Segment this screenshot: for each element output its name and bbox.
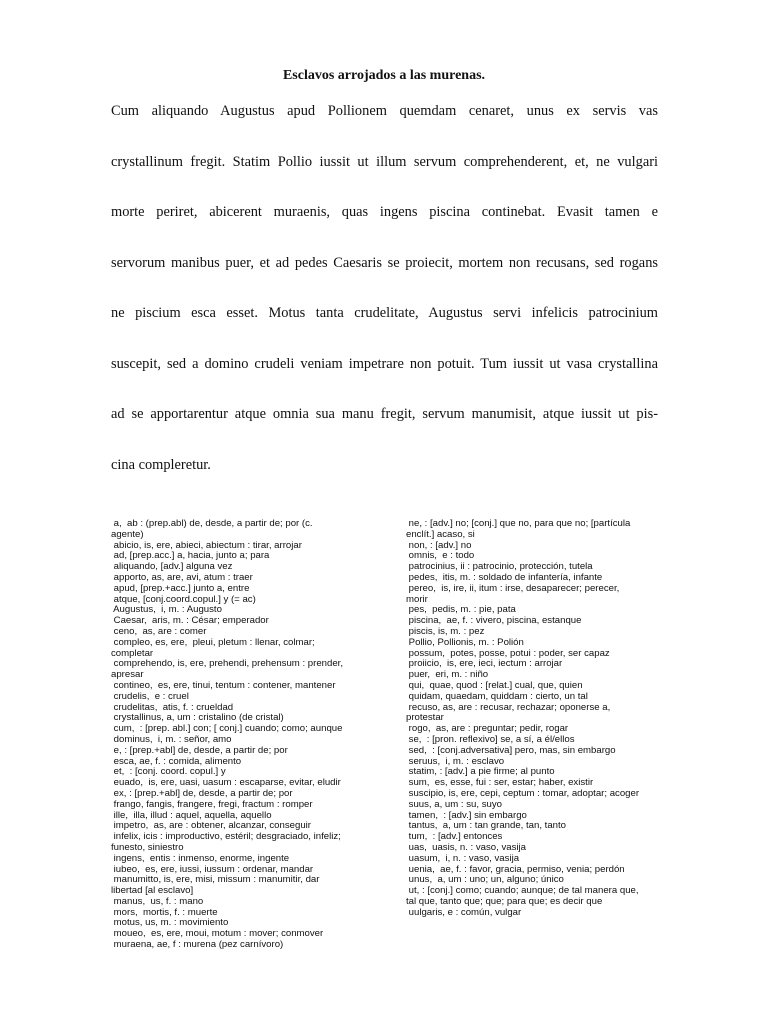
vocab-entry: agente) <box>111 528 144 540</box>
vocab-entry: pereo, is, ire, ii, itum : irse, desaparecer; perecer, <box>406 582 620 594</box>
vocab-entry: dominus, i, m. : señor, amo <box>111 733 232 745</box>
vocab-entry: iubeo, es, ere, iussi, iussum : ordenar, mandar <box>111 863 314 875</box>
vocab-entry: funesto, siniestro <box>111 841 184 853</box>
vocabulary-column-left <box>111 519 381 951</box>
vocab-entry: a, ab : (prep.abl) de, desde, a partir de; por (c. <box>111 518 313 529</box>
vocab-entry: uenia, ae, f. : favor, gracia, permiso, venia; perdón <box>406 863 625 875</box>
vocab-entry: ex, : [prep.+abl] de, desde, a partir de; por <box>111 787 293 799</box>
paragraph-line: ne piscium esca esset. Motus tanta crudelitate, Augustus servi infelicis patrocinium <box>111 305 658 321</box>
vocab-entry: ille, illa, illud : aquel, aquella, aquello <box>111 809 272 821</box>
paragraph-line: servorum manibus puer, et ad pedes Caesaris se proiecit, mortem non recusans, sed rogans <box>111 254 658 271</box>
vocab-entry: euado, is, ere, uasi, uasum : escaparse, evitar, eludir <box>111 777 341 789</box>
vocab-entry: ingens, entis : inmenso, enorme, ingente <box>111 852 290 864</box>
vocab-entry: tal que, tanto que; que; para que; es decir que <box>406 895 603 907</box>
vocab-entry: ut, : [conj.] como; cuando; aunque; de tal manera que, <box>406 885 639 897</box>
vocab-entry: frango, fangis, frangere, fregi, fractum : romper <box>111 798 313 810</box>
vocab-entry: non, : [adv.] no <box>406 539 472 551</box>
vocab-entry: sed, : [conj.adversativa] pero, mas, sin embargo <box>406 744 616 756</box>
vocab-entry: quidam, quaedam, quiddam : cierto, un tal <box>406 690 588 702</box>
vocab-entry: omnis, e : todo <box>406 550 475 562</box>
vocab-entry: esca, ae, f. : comida, alimento <box>111 755 242 767</box>
vocab-entry: manus, us, f. : mano <box>111 895 204 907</box>
vocab-entry: uasum, i, n. : vaso, vasija <box>406 852 520 864</box>
vocab-entry: crudelitas, atis, f. : crueldad <box>111 701 234 713</box>
vocab-entry: Pollio, Pollionis, m. : Polión <box>406 636 524 648</box>
document-title: Esclavos arrojados a las murenas. <box>282 68 486 83</box>
paragraph-line: cina compleretur. <box>111 456 211 473</box>
vocab-entry: ceno, as, are : comer <box>111 625 207 637</box>
vocab-entry: piscina, ae, f. : vivero, piscina, estanque <box>406 615 582 627</box>
vocab-entry: comprehendo, is, ere, prehendi, prehensum : prender, <box>111 658 343 670</box>
vocab-entry: compleo, es, ere, pleui, pletum : llenar, colmar; <box>111 636 315 648</box>
vocab-entry: libertad [al esclavo] <box>111 885 194 897</box>
vocab-entry: recuso, as, are : recusar, rechazar; oponerse a, <box>406 701 611 713</box>
vocab-entry: statim, : [adv.] a pie firme; al punto <box>406 766 555 778</box>
vocab-entry: unus, a, um : uno; un, alguno; único <box>406 874 564 886</box>
vocabulary-column-right <box>406 519 666 918</box>
vocab-entry: crudelis, e : cruel <box>111 690 189 702</box>
vocab-entry: enclít.] acaso, si <box>406 528 475 540</box>
paragraph-line: crystallinum fregit. Statim Pollio iussit ut illum servum comprehenderent, et, ne vulgari <box>111 153 658 170</box>
vocab-entry: moueo, es, ere, moui, motum : mover; conmover <box>111 928 324 940</box>
vocab-entry: tantus, a, um : tan grande, tan, tanto <box>406 820 566 832</box>
vocab-entry: e, : [prep.+abl] de, desde, a partir de; por <box>111 744 288 756</box>
vocab-entry: sum, es, esse, fui : ser, estar; haber, existir <box>406 777 594 789</box>
latin-paragraph <box>111 101 658 505</box>
vocab-entry: qui, quae, quod : [relat.] cual, que, quien <box>406 679 583 691</box>
vocab-entry: ad, [prep.acc.] a, hacia, junto a; para <box>111 550 270 562</box>
vocab-entry: aliquando, [adv.] alguna vez <box>111 561 233 573</box>
vocab-entry: apud, [prep.+acc.] junto a, entre <box>111 582 250 594</box>
vocab-entry: se, : [pron. reflexivo] se, a sí, a él/ellos <box>406 733 575 745</box>
vocab-entry: rogo, as, are : preguntar; pedir, rogar <box>406 723 569 735</box>
vocab-entry: completar <box>111 647 154 659</box>
vocab-entry: Caesar, aris, m. : César; emperador <box>111 615 269 627</box>
paragraph-line: ad se apportarentur atque omnia sua manu fregit, servum manumisit, atque iussit ut pis- <box>111 406 658 422</box>
vocab-entry: suscipio, is, ere, cepi, ceptum : tomar, adoptar; acoger <box>406 787 640 799</box>
vocab-entry: Augustus, i, m. : Augusto <box>111 604 222 616</box>
vocab-entry: seruus, i, m. : esclavo <box>406 755 505 767</box>
vocab-entry: muraena, ae, f : murena (pez carnívoro) <box>111 939 284 951</box>
vocab-entry: ne, : [adv.] no; [conj.] que no, para que no; [partícula <box>406 518 631 529</box>
vocab-entry: possum, potes, posse, potui : poder, ser capaz <box>406 647 610 659</box>
vocab-entry: impetro, as, are : obtener, alcanzar, conseguir <box>111 820 311 832</box>
vocab-entry: uas, uasis, n. : vaso, vasija <box>406 841 526 853</box>
vocab-entry: et, : [conj. coord. copul.] y <box>111 766 226 778</box>
paragraph-line: Cum aliquando Augustus apud Pollionem quemdam cenaret, unus ex servis vas <box>111 103 658 119</box>
vocab-entry: suus, a, um : su, suyo <box>406 798 502 810</box>
vocab-entry: manumitto, is, ere, misi, missum : manumitir, dar <box>111 874 320 886</box>
vocab-entry: crystallinus, a, um : cristalino (de cristal) <box>111 712 284 724</box>
paragraph-line: morte periret, abicerent muraenis, quas ingens piscina continebat. Evasit tamen e <box>111 204 658 220</box>
vocab-entry: cum, : [prep. abl.] con; [ conj.] cuando; como; aunque <box>111 723 343 735</box>
vocab-entry: infelix, icis : improductivo, estéril; desgraciado, infeliz; <box>111 831 341 843</box>
vocab-entry: mors, mortis, f. : muerte <box>111 906 218 918</box>
vocab-entry: morir <box>406 593 428 605</box>
vocab-entry: patrocinius, ii : patrocinio, protección, tutela <box>406 561 593 573</box>
vocab-entry: apresar <box>111 669 144 681</box>
vocab-entry: motus, us, m. : movimiento <box>111 917 229 929</box>
vocab-entry: uulgaris, e : común, vulgar <box>406 906 522 918</box>
vocab-entry: tamen, : [adv.] sin embargo <box>406 809 527 821</box>
vocab-entry: proiicio, is, ere, ieci, iectum : arrojar <box>406 658 563 670</box>
vocab-entry: abicio, is, ere, abieci, abiectum : tirar, arrojar <box>111 539 302 551</box>
vocab-entry: contineo, es, ere, tinui, tentum : contener, mantener <box>111 679 336 691</box>
vocab-entry: pedes, itis, m. : soldado de infantería, infante <box>406 571 603 583</box>
vocab-entry: pes, pedis, m. : pie, pata <box>406 604 516 616</box>
paragraph-line: suscepit, sed a domino crudeli veniam impetrare non potuit. Tum iussit ut vasa crystallina <box>111 355 658 372</box>
vocab-entry: tum, : [adv.] entonces <box>406 831 503 843</box>
vocab-entry: apporto, as, are, avi, atum : traer <box>111 571 253 583</box>
vocab-entry: piscis, is, m. : pez <box>406 625 485 637</box>
vocab-entry: atque, [conj.coord.copul.] y (= ac) <box>111 593 256 605</box>
vocab-entry: protestar <box>406 712 444 724</box>
vocab-entry: puer, eri, m. : niño <box>406 669 489 681</box>
